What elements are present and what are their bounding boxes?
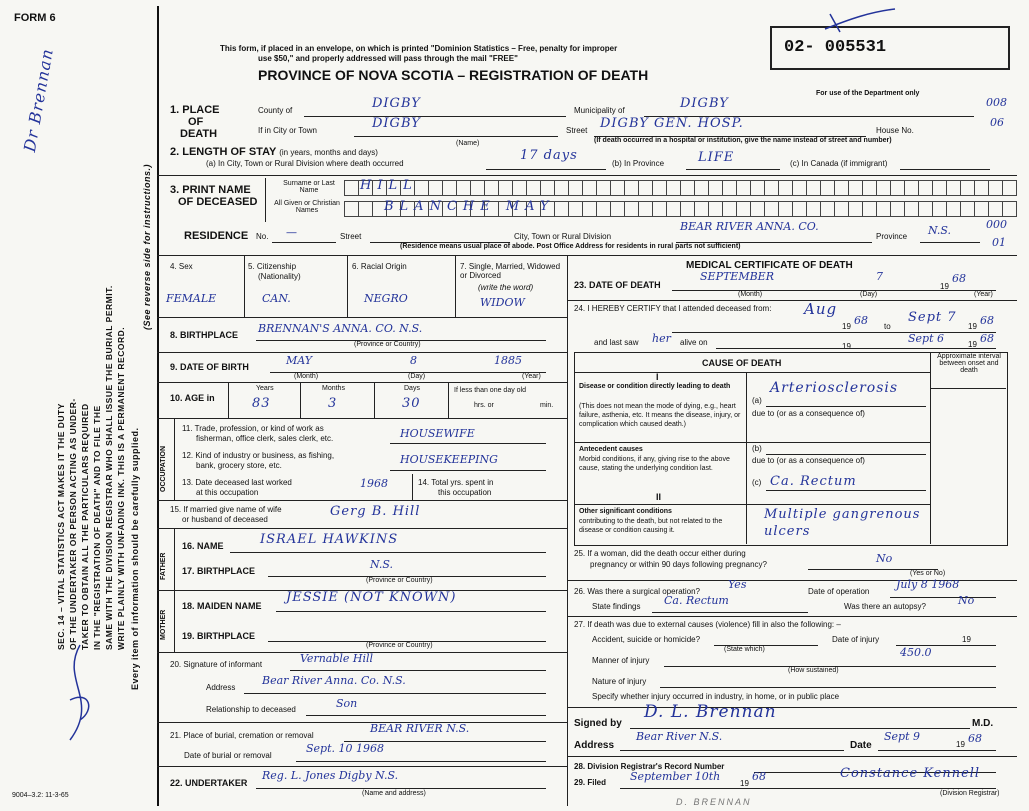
residence-no-value: —	[286, 226, 297, 239]
last-worked-label-2: at this occupation	[196, 488, 259, 497]
last-worked-label-1: 13. Date deceased last worked	[182, 478, 292, 487]
cause-c-label: (c)	[752, 478, 762, 487]
manner-label: Manner of injury	[592, 656, 650, 665]
direct-cause-note: (This does not mean the mode of dying, e.g., heart failure, asthenia, etc. It means the disease, injury, or complication which caused death.)	[579, 403, 741, 428]
burial-date-label: Date of burial or removal	[184, 751, 272, 760]
minutes-label: min.	[540, 402, 554, 409]
death-day: 7	[876, 270, 883, 283]
pen-mark	[820, 4, 900, 44]
divider	[574, 442, 930, 443]
manner-value: 450.0	[900, 646, 932, 659]
stay-a-label: (a) In City, Town or Rural Division where death occurred	[206, 159, 404, 168]
age-label: 10. AGE in	[170, 393, 215, 403]
relationship-line	[306, 715, 546, 716]
findings-value: Ca. Rectum	[664, 594, 729, 607]
sidebar-scribble	[50, 640, 110, 750]
trade-line	[390, 443, 546, 444]
column-divider	[567, 255, 568, 806]
antecedent-label: Antecedent causes	[579, 446, 643, 453]
last-saw-year-prefix-2: 19	[968, 340, 977, 349]
father-birthplace-sub: (Province or Country)	[366, 577, 433, 584]
undertaker-sub: (Name and address)	[362, 790, 426, 797]
yes-no-caption: (Yes or No)	[910, 570, 946, 577]
how-sustained-caption: (How sustained)	[788, 667, 839, 674]
given-names-label: All Given or Christian Names	[274, 200, 340, 214]
divider	[174, 590, 175, 652]
city-line	[354, 136, 558, 137]
residence-city-value: BEAR RIVER ANNA. CO.	[680, 220, 819, 233]
last-saw-year-prefix: 19	[842, 342, 851, 351]
filed-line	[620, 788, 996, 789]
father-side-label: FATHER	[160, 552, 167, 580]
maiden-name-line	[276, 611, 546, 612]
divider	[157, 766, 567, 767]
form-number: FORM 6	[14, 12, 56, 24]
attended-to: Sept 7	[908, 310, 957, 325]
relationship-label: Relationship to deceased	[206, 705, 296, 714]
divider	[300, 382, 301, 418]
dob-label: 9. DATE OF BIRTH	[170, 362, 249, 372]
death-year-caption: (Year)	[974, 291, 993, 298]
divider	[157, 722, 567, 723]
form-code: 9004–3.2: 11-3-65	[12, 792, 69, 799]
sidebar-signature: Dr Brennan	[20, 46, 57, 154]
intro-line-2: use $50," and properly addressed will pass through the mail "FREE"	[258, 54, 518, 63]
last-saw-pronoun: her	[652, 332, 671, 345]
md-label: M.D.	[972, 718, 994, 729]
residence-no-label: No.	[256, 232, 269, 241]
county-line	[304, 116, 566, 117]
registrar-signature: Constance Kennell	[840, 766, 981, 781]
divider	[455, 255, 456, 317]
mother-birthplace-label: 19. BIRTHPLACE	[182, 631, 256, 641]
undertaker-label: 22. UNDERTAKER	[170, 778, 248, 788]
record-number-label: 28. Division Registrar's Record Number	[574, 762, 725, 771]
industry-label-2: bank, grocery store, etc.	[196, 461, 282, 470]
last-saw-value: Sept 6	[908, 332, 945, 345]
filed-date: September 10th	[630, 770, 721, 783]
attended-from: Aug	[804, 300, 838, 318]
house-label: House No.	[876, 126, 914, 135]
cause-a-label: (a)	[752, 396, 762, 405]
racial-label: 6. Racial Origin	[352, 262, 407, 271]
external-causes-label: 27. If death was due to external causes (violence) fill in also the following: –	[574, 620, 841, 629]
dob-day: 8	[410, 354, 417, 367]
informant-signature-line	[290, 670, 546, 671]
attended-line	[672, 332, 996, 333]
spouse-value: Gerg B. Hill	[330, 504, 421, 519]
divider	[574, 504, 930, 505]
total-years-label-2: this occupation	[438, 488, 492, 497]
cause-a-value: Arteriosclerosis	[770, 380, 899, 396]
residence-province-label: Province	[876, 232, 908, 241]
antecedent-note: Morbid conditions, if any, giving rise to the above cause, stating the underlying condition last.	[579, 456, 730, 472]
less-than-day-label: If less than one day old	[454, 387, 526, 394]
age-days: 30	[402, 396, 421, 411]
physician-address: Bear River N.S.	[636, 730, 723, 743]
name-caption: (Name)	[456, 140, 480, 147]
citizenship-value: CAN.	[262, 292, 291, 305]
attended-to-label: to	[884, 322, 891, 331]
divider	[157, 175, 1017, 176]
dept-code-1: 008	[986, 96, 1007, 109]
age-years-caption: Years	[256, 385, 274, 392]
undertaker-value: Reg. L. Jones Digby N.S.	[262, 769, 399, 782]
undertaker-line	[256, 788, 546, 789]
signature-date-line	[878, 750, 996, 751]
divider	[374, 382, 375, 418]
sidebar-line: SAME WITH THE DIVISION REGISTRAR WHO SHALL ISSUE THE BURIAL PERMIT.	[104, 285, 114, 650]
relationship-value: Son	[336, 697, 358, 710]
marital-sub: (write the word)	[478, 283, 534, 292]
cause-b-line	[766, 454, 926, 455]
residence-province-line	[920, 242, 980, 243]
father-name-value: ISRAEL HAWKINS	[260, 532, 399, 547]
burial-date-value: Sept. 10 1968	[306, 742, 384, 755]
death-month-caption: (Month)	[738, 291, 763, 298]
divider	[567, 756, 1017, 757]
signature-date: Sept 9	[884, 730, 921, 743]
attended-from-year: 68	[854, 314, 868, 327]
last-worked-value: 1968	[360, 477, 388, 490]
father-name-label: 16. NAME	[182, 541, 224, 551]
birthplace-sub: (Province or Country)	[354, 341, 421, 348]
stay-c-label: (c) In Canada (if immigrant)	[790, 159, 888, 168]
trade-label-2: fisherman, office clerk, sales clerk, etc.	[196, 434, 334, 443]
sidebar-note: (See reverse side for instructions.)	[142, 163, 152, 330]
age-months-caption: Months	[322, 385, 345, 392]
last-saw-label: and last saw	[594, 338, 639, 347]
residence-city-label: City, Town or Rural Division	[514, 232, 612, 241]
marital-label: 7. Single, Married, Widowed or Divorced	[460, 262, 561, 280]
informant-address-line	[244, 693, 546, 694]
informant-signature: Vernable Hill	[300, 652, 374, 665]
operation-date-line	[890, 597, 996, 598]
death-month: SEPTEMBER	[700, 270, 774, 283]
autopsy-label: Was there an autopsy?	[844, 602, 926, 611]
municipality-value: DIGBY	[680, 96, 729, 111]
registrar-caption: (Division Registrar)	[940, 790, 1000, 797]
dept-code-4: 01	[992, 236, 1006, 249]
father-name-line	[230, 552, 546, 553]
signature-year: 68	[968, 732, 982, 745]
sidebar-line: IN THE "REGISTRATION OF DEATH" AND TO FILE THE	[92, 405, 102, 650]
divider	[347, 255, 348, 317]
city-label: If in City or Town	[258, 126, 317, 135]
death-year: 68	[952, 272, 966, 285]
signature-date-label: Date	[850, 740, 872, 751]
sex-label: 4. Sex	[170, 262, 193, 271]
left-border	[157, 6, 159, 806]
hospital-note: (If death occurred in a hospital or institution, give the name instead of street and number)	[594, 137, 892, 144]
surgery-answer: Yes	[728, 578, 747, 591]
part-ii-label: II	[656, 492, 662, 502]
surgery-label: 26. Was there a surgical operation?	[574, 587, 700, 596]
trade-value: HOUSEWIFE	[400, 427, 475, 440]
attended-to-year: 68	[980, 314, 994, 327]
deceased-name-label: 3. PRINT NAME OF DECEASED	[170, 184, 258, 208]
other-conditions-label: Other significant conditions	[579, 508, 672, 515]
city-value: DIGBY	[372, 116, 421, 131]
pregnancy-question-1: 25. If a woman, did the death occur either during	[574, 549, 746, 558]
divider	[157, 317, 567, 318]
citizenship-sub: (Nationality)	[258, 272, 301, 281]
last-saw-line	[716, 348, 996, 349]
maiden-name-value: JESSIE (NOT KNOWN)	[286, 590, 457, 605]
divider	[157, 418, 567, 419]
divider	[448, 382, 449, 418]
age-days-caption: Days	[404, 385, 420, 392]
stay-b-line	[686, 169, 780, 170]
spouse-label-1: 15. If married give name of wife	[170, 505, 282, 514]
industry-value: HOUSEKEEPING	[400, 453, 498, 466]
medical-certificate-header: MEDICAL CERTIFICATE OF DEATH	[686, 260, 853, 271]
death-date-label: 23. DATE OF DEATH	[574, 280, 661, 290]
informant-address: Bear River Anna. Co. N.S.	[262, 674, 406, 687]
sidebar-line: SEC. 14 – VITAL STATISTICS ACT MAKES IT THE DUTY	[56, 403, 66, 650]
dob-year: 1885	[494, 354, 522, 367]
nature-label: Nature of injury	[592, 677, 647, 686]
due-to-a: due to (or as a consequence of)	[752, 409, 865, 418]
surname-label: Surname or Last Name	[283, 180, 335, 194]
burial-place-value: BEAR RIVER N.S.	[370, 722, 470, 735]
divider	[157, 352, 567, 353]
other-conditions-note: contributing to the death, but not related to the disease or condition causing it.	[579, 518, 723, 534]
dob-month: MAY	[286, 354, 313, 367]
street-label: Street	[566, 126, 588, 135]
age-months: 3	[328, 396, 338, 411]
residence-no-line	[272, 242, 336, 243]
alive-on-label: alive on	[680, 338, 708, 347]
stay-a-line	[486, 169, 606, 170]
occupation-side-label: OCCUPATION	[160, 445, 167, 492]
citizenship-label: 5. Citizenship	[248, 262, 297, 271]
attended-from-year-prefix: 19	[842, 322, 851, 331]
burial-place-label: 21. Place of burial, cremation or removal	[170, 731, 314, 740]
maiden-name-label: 18. MAIDEN NAME	[182, 601, 262, 611]
mother-birthplace-sub: (Province or Country)	[366, 642, 433, 649]
place-label: 1. PLACE OF DEATH	[170, 104, 220, 140]
industry-label-1: 12. Kind of industry or business, as fishing,	[182, 451, 335, 460]
marital-value: WIDOW	[480, 296, 525, 309]
divider	[228, 382, 229, 418]
brennan-stamp: D. BRENNAN	[676, 797, 752, 807]
divider	[930, 388, 1006, 389]
autopsy-answer: No	[958, 594, 975, 607]
spouse-label-2: or husband of deceased	[182, 515, 268, 524]
filed-label: 29. Filed	[574, 778, 607, 787]
total-years-label-1: 14. Total yrs. spent in	[418, 478, 494, 487]
divider	[930, 352, 931, 544]
nature-line	[660, 687, 996, 688]
hours-label: hrs. or	[474, 402, 494, 409]
divider	[412, 474, 413, 500]
accident-label: Accident, suicide or homicide?	[592, 635, 701, 644]
divider	[174, 418, 175, 500]
intro-line-1: This form, if placed in an envelope, on which is printed "Dominion Statistics – Free, penalty for improper	[220, 44, 618, 53]
father-birthplace-value: N.S.	[370, 558, 394, 571]
divider	[574, 372, 930, 373]
birthplace-value: BRENNAN'S ANNA. CO. N.S.	[258, 322, 423, 335]
residence-street-label: Street	[340, 232, 362, 241]
divider	[157, 500, 567, 501]
other-conditions-value: Multiple gangrenous ulcers	[764, 507, 921, 539]
birthplace-label: 8. BIRTHPLACE	[170, 330, 239, 340]
stay-a-value: 17 days	[520, 148, 578, 163]
last-saw-year: 68	[980, 332, 994, 345]
cause-c-value: Ca. Rectum	[770, 474, 857, 489]
divider	[265, 178, 266, 222]
filed-year: 68	[752, 770, 766, 783]
county-label: County of	[258, 106, 293, 115]
trade-label-1: 11. Trade, profession, or kind of work as	[182, 424, 324, 433]
cause-header: CAUSE OF DEATH	[702, 358, 782, 368]
physician-address-line	[620, 750, 844, 751]
sidebar-line: OF THE UNDERTAKER OR PERSON ACTING AS UNDER-	[68, 398, 78, 650]
filed-year-prefix: 19	[740, 779, 749, 788]
findings-line	[652, 612, 808, 613]
burial-date-line	[296, 761, 546, 762]
part-i-label: I	[656, 372, 659, 382]
operation-date: July 8 1968	[896, 578, 960, 591]
mother-side-label: MOTHER	[160, 609, 167, 640]
stay-label: 2. LENGTH OF STAY (in years, months and days)	[170, 146, 378, 158]
sidebar-line: WRITE PLAINLY WITH UNFADING INK. THIS IS A PERMANENT RECORD.	[116, 326, 126, 650]
informant-address-label: Address	[206, 683, 236, 692]
stay-b-label: (b) In Province	[612, 159, 665, 168]
physician-address-label: Address	[574, 740, 615, 751]
divider	[567, 616, 1017, 617]
industry-line	[390, 470, 546, 471]
given-names-value: BLANCHE MAY	[384, 199, 555, 214]
surname-value: HILL	[360, 178, 418, 193]
registration-number: 02- 005531	[784, 38, 887, 57]
residence-label: RESIDENCE	[184, 230, 249, 242]
injury-date-label: Date of injury	[832, 635, 880, 644]
divider	[567, 300, 1017, 301]
cause-b-label: (b)	[752, 444, 762, 453]
municipality-label: Municipality of	[574, 106, 625, 115]
cause-c-line	[766, 490, 926, 491]
residence-province-value: N.S.	[928, 224, 952, 237]
signature-year-prefix: 19	[956, 740, 965, 749]
sidebar-note: Every item of information should be carefully supplied.	[130, 427, 140, 690]
divider	[244, 255, 245, 317]
death-year-prefix: 19	[940, 282, 949, 291]
surname-cells	[344, 180, 1017, 196]
divider	[157, 255, 1017, 256]
divider	[174, 528, 175, 590]
cause-a-line	[766, 406, 926, 407]
stay-c-line	[900, 169, 990, 170]
dob-month-caption: (Month)	[294, 373, 319, 380]
department-use-label: For use of the Department only	[816, 90, 920, 97]
direct-cause-label: Disease or condition directly leading to death	[579, 383, 731, 390]
dept-code-3: 000	[986, 218, 1007, 231]
divider	[157, 382, 567, 383]
pregnancy-question-2: pregnancy or within 90 days following pregnancy?	[590, 560, 767, 569]
divider	[567, 707, 1017, 708]
signed-by-line	[630, 728, 970, 729]
dob-year-caption: (Year)	[522, 373, 541, 380]
state-which-caption: (State which)	[724, 646, 765, 653]
sex-value: FEMALE	[166, 292, 217, 305]
age-years: 83	[252, 396, 271, 411]
physician-signature: D. L. Brennan	[644, 702, 777, 722]
father-birthplace-label: 17. BIRTHPLACE	[182, 566, 256, 576]
dob-day-caption: (Day)	[408, 373, 426, 380]
dept-code-2: 06	[990, 116, 1004, 129]
pregnancy-answer: No	[876, 552, 893, 565]
due-to-b: due to (or as a consequence of)	[752, 456, 865, 465]
injury-year-prefix: 19	[962, 635, 971, 644]
signed-by-label: Signed by	[574, 718, 622, 729]
sidebar-line: TAKER TO OBTAIN ALL THE PARTICULARS REQUIRED	[80, 403, 90, 650]
street-value: DIGBY GEN. HOSP.	[600, 116, 744, 131]
attended-to-year-prefix: 19	[968, 322, 977, 331]
specify-label: Specify whether injury occurred in industry, in home, or in public place	[592, 692, 840, 701]
divider	[157, 528, 567, 529]
death-day-caption: (Day)	[860, 291, 878, 298]
divider	[746, 372, 747, 544]
form-title: PROVINCE OF NOVA SCOTIA – REGISTRATION OF DEATH	[258, 67, 649, 83]
county-value: DIGBY	[372, 96, 421, 111]
racial-value: NEGRO	[364, 292, 408, 305]
findings-label: State findings	[592, 602, 641, 611]
residence-note: (Residence means usual place of abode. Post Office Address for residents in rural parts not sufficient)	[400, 243, 741, 250]
informant-signature-label: 20. Signature of informant	[170, 660, 263, 669]
stay-b-value: LIFE	[698, 150, 735, 165]
operation-date-label: Date of operation	[808, 587, 870, 596]
interval-header: Approximate interval between onset and death	[937, 353, 1001, 374]
certify-label: 24. I HEREBY CERTIFY that I attended deceased from:	[574, 304, 772, 313]
